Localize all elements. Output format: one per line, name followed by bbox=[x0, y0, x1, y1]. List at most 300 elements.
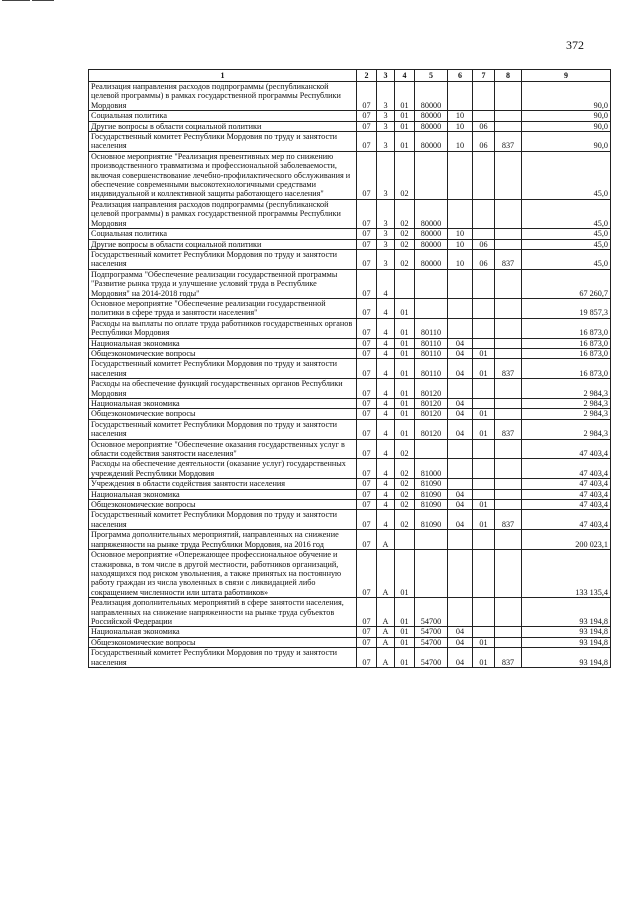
row-code-col6: 04 bbox=[448, 489, 473, 499]
table-row bbox=[89, 489, 611, 499]
table-row bbox=[89, 500, 611, 510]
row-code-col4: 01 bbox=[395, 82, 415, 111]
row-code-col8 bbox=[495, 348, 522, 358]
row-code-col8 bbox=[495, 229, 522, 239]
table-header-row bbox=[89, 70, 611, 82]
row-code-col3: 4 bbox=[377, 399, 395, 409]
table-row bbox=[89, 229, 611, 239]
row-amount: 93 194,8 bbox=[522, 637, 611, 647]
row-code-col8 bbox=[495, 459, 522, 479]
row-code-col3: 3 bbox=[377, 132, 395, 152]
row-code-col4: 02 bbox=[395, 199, 415, 228]
row-code-col2: 07 bbox=[357, 550, 377, 598]
row-code-col3: А bbox=[377, 530, 395, 550]
row-code-col2: 07 bbox=[357, 359, 377, 379]
table-row bbox=[89, 338, 611, 348]
row-code-col7 bbox=[473, 439, 495, 459]
row-code-col4: 02 bbox=[395, 151, 415, 199]
table-row bbox=[89, 121, 611, 131]
row-code-col7: 01 bbox=[473, 359, 495, 379]
row-code-col6: 10 bbox=[448, 229, 473, 239]
row-code-col5: 54700 bbox=[415, 637, 448, 647]
row-amount: 45,0 bbox=[522, 239, 611, 249]
row-code-col3: А bbox=[377, 550, 395, 598]
table-body bbox=[89, 82, 611, 668]
row-code-col2: 07 bbox=[357, 439, 377, 459]
row-code-col3: А bbox=[377, 627, 395, 637]
table-row bbox=[89, 348, 611, 358]
table-row bbox=[89, 530, 611, 550]
row-code-col2: 07 bbox=[357, 637, 377, 647]
row-amount: 19 857,3 bbox=[522, 298, 611, 318]
row-code-col8: 837 bbox=[495, 132, 522, 152]
table-row bbox=[89, 648, 611, 668]
row-code-col4: 02 bbox=[395, 510, 415, 530]
row-code-col6: 10 bbox=[448, 111, 473, 121]
row-code-col5: 54700 bbox=[415, 598, 448, 627]
row-code-col4 bbox=[395, 269, 415, 298]
row-code-col4: 02 bbox=[395, 479, 415, 489]
row-code-col6: 04 bbox=[448, 648, 473, 668]
row-code-col7 bbox=[473, 399, 495, 409]
row-code-col2: 07 bbox=[357, 249, 377, 269]
row-code-col2: 07 bbox=[357, 298, 377, 318]
row-code-col7 bbox=[473, 111, 495, 121]
row-code-col2: 07 bbox=[357, 199, 377, 228]
row-description: Основное мероприятие "Реализация превентивных мер по снижению производственного травматизма и профессиональной заболеваемости, включая совершенствование лечебно-профилактического обслуживания и обеспечение современными высокотехнологичными средствами индивидуальной и коллективной защиты работающего населения" bbox=[89, 151, 357, 199]
row-code-col2: 07 bbox=[357, 489, 377, 499]
row-description: Социальная политика bbox=[89, 111, 357, 121]
row-code-col3: 4 bbox=[377, 318, 395, 338]
row-code-col7 bbox=[473, 318, 495, 338]
table-row bbox=[89, 318, 611, 338]
row-code-col5: 80000 bbox=[415, 199, 448, 228]
row-code-col3: 3 bbox=[377, 151, 395, 199]
row-code-col4: 01 bbox=[395, 550, 415, 598]
row-code-col7 bbox=[473, 298, 495, 318]
row-description: Реализация направления расходов подпрограммы (республиканской целевой программы) в рамках государственной программы Республики Мордовия bbox=[89, 82, 357, 111]
row-code-col3: 3 bbox=[377, 111, 395, 121]
row-code-col4: 01 bbox=[395, 627, 415, 637]
row-amount: 133 135,4 bbox=[522, 550, 611, 598]
row-description: Социальная политика bbox=[89, 229, 357, 239]
row-code-col4: 01 bbox=[395, 359, 415, 379]
column-header-2: 2 bbox=[357, 70, 377, 82]
row-code-col2: 07 bbox=[357, 510, 377, 530]
row-description: Государственный комитет Республики Мордовия по труду и занятости населения bbox=[89, 359, 357, 379]
row-description: Общеэкономические вопросы bbox=[89, 409, 357, 419]
row-code-col8 bbox=[495, 550, 522, 598]
row-amount: 90,0 bbox=[522, 132, 611, 152]
row-code-col6 bbox=[448, 318, 473, 338]
row-code-col8 bbox=[495, 338, 522, 348]
row-code-col5: 80120 bbox=[415, 399, 448, 409]
row-code-col2: 07 bbox=[357, 151, 377, 199]
row-description: Основное мероприятие "Обеспечение оказания государственных услуг в области содействия занятости населения" bbox=[89, 439, 357, 459]
table-row bbox=[89, 459, 611, 479]
row-description: Другие вопросы в области социальной политики bbox=[89, 239, 357, 249]
row-amount: 45,0 bbox=[522, 199, 611, 228]
row-code-col5: 54700 bbox=[415, 648, 448, 668]
page-number: 372 bbox=[566, 38, 584, 52]
row-amount: 67 260,7 bbox=[522, 269, 611, 298]
row-code-col7: 01 bbox=[473, 648, 495, 668]
row-description: Государственный комитет Республики Мордовия по труду и занятости населения bbox=[89, 648, 357, 668]
row-code-col4: 01 bbox=[395, 121, 415, 131]
row-code-col8 bbox=[495, 151, 522, 199]
row-amount: 47 403,4 bbox=[522, 500, 611, 510]
table-row bbox=[89, 637, 611, 647]
row-code-col8: 837 bbox=[495, 648, 522, 668]
row-code-col2: 07 bbox=[357, 239, 377, 249]
row-code-col2: 07 bbox=[357, 479, 377, 489]
row-description: Основное мероприятие «Опережающее профессиональное обучение и стажировка, в том числе в другой местности, работников организаций, находящихся под риском увольнения, а также принятых на постоянную работу граждан из числа уволенных в связи с ликвидацией либо сокращением численности или штата работников» bbox=[89, 550, 357, 598]
row-code-col3: 4 bbox=[377, 409, 395, 419]
row-amount: 47 403,4 bbox=[522, 510, 611, 530]
row-code-col5: 54700 bbox=[415, 627, 448, 637]
table-row bbox=[89, 598, 611, 627]
row-amount: 93 194,8 bbox=[522, 598, 611, 627]
row-code-col4 bbox=[395, 530, 415, 550]
row-description: Национальная экономика bbox=[89, 489, 357, 499]
row-code-col5: 80110 bbox=[415, 348, 448, 358]
row-code-col6 bbox=[448, 199, 473, 228]
row-code-col5: 81090 bbox=[415, 510, 448, 530]
row-description: Государственный комитет Республики Мордовия по труду и занятости населения bbox=[89, 132, 357, 152]
row-code-col6 bbox=[448, 550, 473, 598]
row-code-col4: 01 bbox=[395, 379, 415, 399]
row-code-col5 bbox=[415, 550, 448, 598]
row-code-col5: 81000 bbox=[415, 459, 448, 479]
row-code-col7: 01 bbox=[473, 510, 495, 530]
row-code-col5 bbox=[415, 269, 448, 298]
row-code-col8 bbox=[495, 298, 522, 318]
row-code-col7 bbox=[473, 82, 495, 111]
row-code-col3: 4 bbox=[377, 348, 395, 358]
row-code-col8 bbox=[495, 199, 522, 228]
row-amount: 93 194,8 bbox=[522, 648, 611, 668]
row-code-col8 bbox=[495, 111, 522, 121]
row-code-col5: 80000 bbox=[415, 82, 448, 111]
row-code-col4: 01 bbox=[395, 132, 415, 152]
row-code-col4: 01 bbox=[395, 318, 415, 338]
table-row bbox=[89, 151, 611, 199]
row-code-col6: 10 bbox=[448, 132, 473, 152]
row-code-col8 bbox=[495, 489, 522, 499]
row-description: Общеэкономические вопросы bbox=[89, 500, 357, 510]
row-code-col7 bbox=[473, 627, 495, 637]
top-edge-mark bbox=[32, 0, 54, 1]
row-code-col7 bbox=[473, 379, 495, 399]
row-code-col4: 02 bbox=[395, 239, 415, 249]
row-description: Национальная экономика bbox=[89, 627, 357, 637]
row-code-col3: 3 bbox=[377, 121, 395, 131]
table-row bbox=[89, 239, 611, 249]
row-description: Реализация дополнительных мероприятий в сфере занятости населения, направленных на снижение напряженности на рынке труда субъектов Российской Федерации bbox=[89, 598, 357, 627]
row-code-col4: 01 bbox=[395, 637, 415, 647]
budget-table bbox=[88, 69, 611, 668]
row-code-col3: 4 bbox=[377, 359, 395, 379]
table-row bbox=[89, 199, 611, 228]
row-amount: 200 023,1 bbox=[522, 530, 611, 550]
row-code-col5: 80110 bbox=[415, 338, 448, 348]
row-code-col5: 80120 bbox=[415, 379, 448, 399]
row-code-col4: 02 bbox=[395, 229, 415, 239]
row-code-col3: 3 bbox=[377, 229, 395, 239]
row-code-col3: 3 bbox=[377, 249, 395, 269]
row-code-col4: 02 bbox=[395, 489, 415, 499]
row-code-col8 bbox=[495, 479, 522, 489]
row-code-col4: 01 bbox=[395, 598, 415, 627]
column-header-7: 7 bbox=[473, 70, 495, 82]
row-code-col2: 07 bbox=[357, 229, 377, 239]
row-code-col4: 02 bbox=[395, 500, 415, 510]
row-code-col6: 04 bbox=[448, 637, 473, 647]
row-code-col8 bbox=[495, 530, 522, 550]
row-code-col2: 07 bbox=[357, 530, 377, 550]
row-code-col4: 01 bbox=[395, 348, 415, 358]
column-header-6: 6 bbox=[448, 70, 473, 82]
row-code-col3: 4 bbox=[377, 510, 395, 530]
row-amount: 16 873,0 bbox=[522, 359, 611, 379]
row-code-col2: 07 bbox=[357, 82, 377, 111]
row-code-col2: 07 bbox=[357, 379, 377, 399]
row-description: Общеэкономические вопросы bbox=[89, 348, 357, 358]
row-code-col5 bbox=[415, 439, 448, 459]
row-code-col4: 01 bbox=[395, 338, 415, 348]
row-code-col5: 80110 bbox=[415, 359, 448, 379]
row-description: Учреждения в области содействия занятости населения bbox=[89, 479, 357, 489]
row-amount: 47 403,4 bbox=[522, 479, 611, 489]
row-amount: 90,0 bbox=[522, 121, 611, 131]
row-amount: 47 403,4 bbox=[522, 489, 611, 499]
row-code-col7 bbox=[473, 269, 495, 298]
row-code-col3: 4 bbox=[377, 500, 395, 510]
row-code-col8 bbox=[495, 318, 522, 338]
row-code-col4: 02 bbox=[395, 459, 415, 479]
row-code-col7: 06 bbox=[473, 239, 495, 249]
row-code-col8 bbox=[495, 239, 522, 249]
row-code-col8 bbox=[495, 82, 522, 111]
row-amount: 2 984,3 bbox=[522, 419, 611, 439]
row-code-col2: 07 bbox=[357, 132, 377, 152]
row-code-col7 bbox=[473, 459, 495, 479]
row-code-col2: 07 bbox=[357, 111, 377, 121]
row-description: Расходы на обеспечение функций государственных органов Республики Мордовия bbox=[89, 379, 357, 399]
top-edge-mark bbox=[2, 0, 30, 1]
row-amount: 2 984,3 bbox=[522, 409, 611, 419]
row-code-col7: 01 bbox=[473, 409, 495, 419]
row-code-col5: 80000 bbox=[415, 239, 448, 249]
row-code-col7 bbox=[473, 229, 495, 239]
row-code-col8 bbox=[495, 500, 522, 510]
row-code-col2: 07 bbox=[357, 318, 377, 338]
column-header-1: 1 bbox=[89, 70, 357, 82]
row-code-col6 bbox=[448, 598, 473, 627]
row-code-col4: 01 bbox=[395, 298, 415, 318]
row-code-col2: 07 bbox=[357, 648, 377, 668]
row-code-col4: 01 bbox=[395, 648, 415, 668]
row-code-col2: 07 bbox=[357, 409, 377, 419]
row-amount: 45,0 bbox=[522, 229, 611, 239]
row-code-col8 bbox=[495, 121, 522, 131]
table-row bbox=[89, 627, 611, 637]
row-amount: 90,0 bbox=[522, 111, 611, 121]
row-code-col8 bbox=[495, 598, 522, 627]
row-amount: 47 403,4 bbox=[522, 459, 611, 479]
row-code-col8 bbox=[495, 399, 522, 409]
table-row bbox=[89, 439, 611, 459]
row-code-col5 bbox=[415, 298, 448, 318]
row-code-col2: 07 bbox=[357, 598, 377, 627]
row-code-col5 bbox=[415, 151, 448, 199]
row-code-col6: 04 bbox=[448, 338, 473, 348]
row-code-col7 bbox=[473, 550, 495, 598]
row-code-col3: 3 bbox=[377, 199, 395, 228]
table-row bbox=[89, 249, 611, 269]
row-code-col8 bbox=[495, 379, 522, 399]
row-code-col6 bbox=[448, 298, 473, 318]
row-code-col5: 81090 bbox=[415, 479, 448, 489]
row-code-col2: 07 bbox=[357, 269, 377, 298]
table-row bbox=[89, 359, 611, 379]
row-code-col4: 01 bbox=[395, 399, 415, 409]
row-amount: 45,0 bbox=[522, 249, 611, 269]
row-code-col6: 04 bbox=[448, 409, 473, 419]
table-row bbox=[89, 399, 611, 409]
table-row bbox=[89, 298, 611, 318]
column-header-9: 9 bbox=[522, 70, 611, 82]
row-amount: 16 873,0 bbox=[522, 338, 611, 348]
row-description: Национальная экономика bbox=[89, 338, 357, 348]
row-code-col3: 4 bbox=[377, 479, 395, 489]
row-description: Другие вопросы в области социальной политики bbox=[89, 121, 357, 131]
row-code-col7 bbox=[473, 479, 495, 489]
row-code-col7 bbox=[473, 199, 495, 228]
row-code-col3: 4 bbox=[377, 459, 395, 479]
row-code-col8 bbox=[495, 409, 522, 419]
table-row bbox=[89, 269, 611, 298]
row-code-col4: 02 bbox=[395, 249, 415, 269]
row-description: Подпрограмма "Обеспечение реализации государственной программы "Развитие рынка труда и улучшение условий труда в Республике Мордовия" на 2014-2018 годы" bbox=[89, 269, 357, 298]
column-header-4: 4 bbox=[395, 70, 415, 82]
row-code-col3: 4 bbox=[377, 379, 395, 399]
row-description: Общеэкономические вопросы bbox=[89, 637, 357, 647]
row-code-col8 bbox=[495, 439, 522, 459]
table-row bbox=[89, 82, 611, 111]
row-code-col3: 4 bbox=[377, 338, 395, 348]
row-code-col6: 10 bbox=[448, 239, 473, 249]
row-code-col7 bbox=[473, 598, 495, 627]
row-amount: 2 984,3 bbox=[522, 399, 611, 409]
row-code-col3: 4 bbox=[377, 489, 395, 499]
row-code-col7 bbox=[473, 489, 495, 499]
row-description: Государственный комитет Республики Мордовия по труду и занятости населения bbox=[89, 249, 357, 269]
row-code-col8: 837 bbox=[495, 359, 522, 379]
table-row bbox=[89, 419, 611, 439]
row-code-col2: 07 bbox=[357, 627, 377, 637]
row-code-col5: 80000 bbox=[415, 121, 448, 131]
row-code-col5: 80000 bbox=[415, 132, 448, 152]
row-code-col4: 01 bbox=[395, 111, 415, 121]
row-code-col2: 07 bbox=[357, 419, 377, 439]
row-amount: 16 873,0 bbox=[522, 348, 611, 358]
row-code-col8: 837 bbox=[495, 419, 522, 439]
row-code-col6: 04 bbox=[448, 419, 473, 439]
row-code-col2: 07 bbox=[357, 338, 377, 348]
row-description: Основное мероприятие "Обеспечение реализации государственной политики в сфере труда и занятости населения" bbox=[89, 298, 357, 318]
row-code-col5: 81090 bbox=[415, 500, 448, 510]
row-code-col3: А bbox=[377, 637, 395, 647]
row-code-col6: 04 bbox=[448, 510, 473, 530]
row-code-col8: 837 bbox=[495, 510, 522, 530]
column-header-5: 5 bbox=[415, 70, 448, 82]
row-code-col6 bbox=[448, 151, 473, 199]
row-description: Реализация направления расходов подпрограммы (республиканской целевой программы) в рамках государственной программы Республики Мордовия bbox=[89, 199, 357, 228]
row-code-col6 bbox=[448, 459, 473, 479]
row-code-col7 bbox=[473, 338, 495, 348]
row-code-col6 bbox=[448, 479, 473, 489]
row-description: Государственный комитет Республики Мордовия по труду и занятости населения bbox=[89, 419, 357, 439]
row-code-col8 bbox=[495, 637, 522, 647]
row-description: Государственный комитет Республики Мордовия по труду и занятости населения bbox=[89, 510, 357, 530]
row-code-col3: 4 bbox=[377, 298, 395, 318]
row-code-col2: 07 bbox=[357, 399, 377, 409]
table-row bbox=[89, 409, 611, 419]
row-code-col7: 06 bbox=[473, 249, 495, 269]
row-code-col3: 4 bbox=[377, 269, 395, 298]
row-description: Национальная экономика bbox=[89, 399, 357, 409]
column-header-8: 8 bbox=[495, 70, 522, 82]
row-description: Расходы на обеспечение деятельности (оказание услуг) государственных учреждений Республики Мордовия bbox=[89, 459, 357, 479]
row-code-col6 bbox=[448, 269, 473, 298]
row-code-col3: А bbox=[377, 648, 395, 668]
row-code-col8 bbox=[495, 269, 522, 298]
row-code-col5: 80110 bbox=[415, 318, 448, 338]
column-header-3: 3 bbox=[377, 70, 395, 82]
row-code-col4: 01 bbox=[395, 419, 415, 439]
row-amount: 93 194,8 bbox=[522, 627, 611, 637]
row-code-col6: 10 bbox=[448, 121, 473, 131]
row-code-col5: 80000 bbox=[415, 111, 448, 121]
table-row bbox=[89, 132, 611, 152]
row-code-col6: 04 bbox=[448, 359, 473, 379]
row-amount: 47 403,4 bbox=[522, 439, 611, 459]
row-amount: 90,0 bbox=[522, 82, 611, 111]
row-code-col6 bbox=[448, 82, 473, 111]
table-row bbox=[89, 510, 611, 530]
row-code-col2: 07 bbox=[357, 121, 377, 131]
row-code-col7: 01 bbox=[473, 500, 495, 510]
row-code-col6 bbox=[448, 530, 473, 550]
row-code-col7: 01 bbox=[473, 419, 495, 439]
row-code-col7: 01 bbox=[473, 348, 495, 358]
row-code-col5 bbox=[415, 530, 448, 550]
row-code-col6: 10 bbox=[448, 249, 473, 269]
row-code-col3: 3 bbox=[377, 239, 395, 249]
row-code-col8: 837 bbox=[495, 249, 522, 269]
row-code-col7 bbox=[473, 530, 495, 550]
row-amount: 16 873,0 bbox=[522, 318, 611, 338]
row-code-col5: 80000 bbox=[415, 229, 448, 239]
row-code-col2: 07 bbox=[357, 500, 377, 510]
row-code-col7: 01 bbox=[473, 637, 495, 647]
row-code-col6 bbox=[448, 379, 473, 399]
row-code-col6: 04 bbox=[448, 348, 473, 358]
row-code-col7: 06 bbox=[473, 132, 495, 152]
row-code-col4: 01 bbox=[395, 409, 415, 419]
row-code-col6: 04 bbox=[448, 627, 473, 637]
